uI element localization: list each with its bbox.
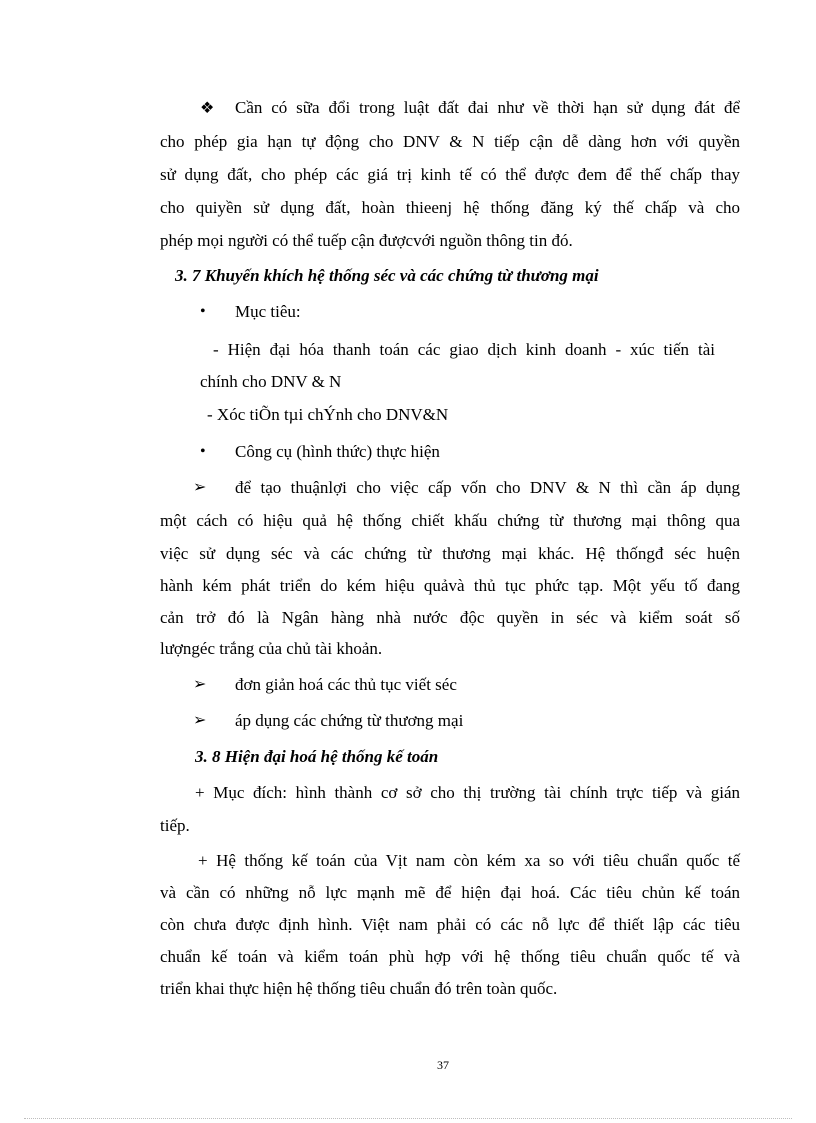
paragraph-line: cho quiyền sử dụng đất, hoàn thieenj hệ thống đăng ký thế chấp và cho [160,198,740,217]
paragraph-line: Cần có sữa đổi trong luật đất đai như về thời hạn sử dụng đát để [235,98,740,117]
paragraph-line: + Hệ thống kế toán của Vịt nam còn kém xa so với tiêu chuẩn quốc tế [198,851,740,870]
paragraph-line: và cần có những nỗ lực mạnh mẽ để hiện đại hoá. Các tiêu chủn kế toán [160,883,740,902]
dot-bullet-icon: • [200,443,206,460]
paragraph-line: chuẩn kế toán và kiểm toán phù hợp với hệ thống tiêu chuẩn quốc tế và [160,947,740,966]
paragraph-line: - Hiện đại hóa thanh toán các giao dịch kinh doanh - xúc tiến tài [213,340,715,359]
paragraph-line: - Xóc tiÕn tµi chÝnh cho DNV&N [207,405,449,424]
paragraph-line: một cách có hiệu quả hệ thống chiết khấu chứng từ thương mại thông qua [160,511,740,530]
list-item-text: đơn giản hoá các thủ tục viết séc [235,675,457,694]
paragraph-line: việc sử dụng séc và các chứng từ thương mại khác. Hệ thốngđ séc huện [160,544,740,563]
paragraph-line: triển khai thực hiện hệ thống tiêu chuẩn đó trên toàn quốc. [160,979,558,998]
page-number: 37 [437,1058,449,1072]
paragraph-line: hành kém phát triển do kém hiệu quảvà thủ tục phức tạp. Một yếu tố đang [160,576,740,595]
paragraph-line: để tạo thuậnlợi cho việc cấp vốn cho DNV & N thì cần áp dụng [235,478,740,497]
section-heading-3-8: 3. 8 Hiện đại hoá hệ thống kế toán [195,747,439,766]
arrow-bullet-icon: ➢ [193,712,207,729]
paragraph-line: chính cho DNV & N [200,372,342,391]
dot-bullet-icon: • [200,303,206,320]
paragraph-line: sử dụng đất, cho phép các giá trị kinh tế có thể được đem để thế chấp thay [160,165,740,184]
paragraph-line: tiếp. [160,816,190,835]
paragraph-line: phép mọi người có thể tuếp cận đượcvới nguồn thông tin đó. [160,231,573,250]
paragraph-line: cho phép gia hạn tự động cho DNV & N tiếp cận dễ dàng hơn với quyền [160,132,740,151]
paragraph-line: lượngéc trắng của chủ tài khoản. [160,639,383,658]
list-item-label: Công cụ (hình thức) thực hiện [235,442,440,461]
section-heading-3-7: 3. 7 Khuyến khích hệ thống séc và các chứng từ thương mại [175,266,599,285]
paragraph-line: cản trở đó là Ngân hàng nhà nước độc quyền in séc và kiểm soát số [160,608,740,627]
paragraph-line: còn chưa được định hình. Việt nam phải có các nỗ lực để thiết lập các tiêu [160,915,740,934]
list-item-text: áp dụng các chứng từ thương mại [235,711,464,730]
list-item-label: Mục tiêu: [235,302,301,321]
arrow-bullet-icon: ➢ [193,479,207,496]
diamond-bullet-icon: ❖ [200,100,215,117]
arrow-bullet-icon: ➢ [193,676,207,693]
paragraph-line: + Mục đích: hình thành cơ sở cho thị trường tài chính trực tiếp và gián [195,783,740,802]
page-bottom-rule [24,1118,792,1119]
